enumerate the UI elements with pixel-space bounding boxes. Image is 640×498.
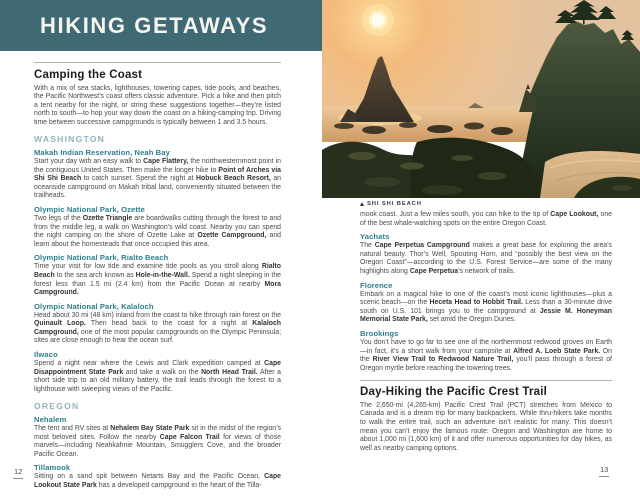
region-heading-oregon: OREGON — [34, 400, 80, 411]
intro-paragraph: With a mix of sea stacks, lighthouses, towering capes, tide pools, and beaches, the Pacific Northwest’s coast offers classic adventure. Pick a hike and then pitch a tent nearby for the night, or string these suggestions together—they’re listed north to south—to hop your way down the coast on a hiking-camping trip. Driving time between successive campgrounds is typically between 1 and 3.5 hours. — [34, 84, 281, 126]
photo-caption — [360, 201, 422, 207]
entry-title: Tillamook — [34, 463, 71, 473]
entry-body: Start your day with an easy walk to Cape Flattery, the northwesternmost point in the contiguous United States. Then make the longer hike to Point of Arches via Shi Shi Beach to catch sunset. Spend the night at Hobuck Beach Resort, an oceanside campground on Makah tribal land, conveniently situated between the trailheads. — [34, 157, 281, 200]
entry-tillamook — [34, 463, 281, 490]
entry-florence — [360, 281, 612, 325]
caption-triangle-icon — [360, 202, 364, 206]
entry-yachats — [360, 232, 612, 276]
chapter-banner — [0, 0, 322, 51]
entry-title: Yachats — [360, 232, 390, 242]
photo-caption-label: SHI SHI BEACH — [367, 201, 422, 207]
entry-title: Olympic National Park, Kalaloch — [34, 301, 154, 311]
entry-title: Nehalem — [34, 414, 67, 424]
entry-ozette — [34, 205, 281, 249]
trail-section-paragraph: The 2,650-mi (4,265-km) Pacific Crest Trail (PCT) stretches from Mexico to Canada and is a dream trip for many backpackers. While thru-hikers take months to walk the entire trail, such an adventure isn’t realistic for many. This doesn’t mean you can’t enjoy the famous route: Oregon and Washington are home to about 1,000 mi (1,600 km) of it and offer numerous opportunities for day hikes, as well as nearby camping options. — [360, 401, 612, 452]
entry-body: Embark on a magical hike to one of the coast’s most iconic lighthouses—plus a scenic beach—on the Heceta Head to Hobbit Trail. Less than a 30-minute drive south on U.S. 101 brings you to the campground at Jessie M. Honeyman Memorial State Park, set amid the Oregon Dunes. — [360, 290, 613, 324]
sun — [362, 4, 394, 36]
beach-sand — [540, 151, 640, 198]
section-divider-rule — [360, 380, 612, 381]
section-title-pacific-crest-trail: Day-Hiking the Pacific Crest Trail — [360, 386, 548, 399]
section-title-camping-the-coast: Camping the Coast — [34, 69, 143, 81]
region-heading-washington: WASHINGTON — [34, 133, 106, 144]
entry-title: Makah Indian Reservation, Neah Bay — [34, 147, 170, 157]
shi-shi-beach-photo — [322, 0, 640, 198]
entry-body: You don’t have to go far to see one of the northernmost redwood groves on Earth—in fact, it’s a short walk from your campsite at Alfred A. Loeb State Park. On the River View Trail to Redwood Nature Trail, you’ll pass through a forest of Oregon myrtle before reaching the towering trees. — [360, 338, 612, 372]
entry-body: Time your visit for low tide and examine tide pools as you stroll along Rialto Beach to the sea arch known as Hole-in-the-Wall. Spend a night sleeping in the forest less than 1.5 mi (2.4 km) from the Pacific Ocean at nearby Mora Campground. — [34, 263, 282, 297]
page-number-left: 12 — [13, 467, 23, 479]
entry-neah-bay — [34, 148, 281, 201]
entry-body: Two legs of the Ozette Triangle are boardwalks cutting through the forest to and from the middle leg, a walk on Washington’s wild coast. Nearby you can spend the night camping on the shore of Ozette Lake at Ozette Campground, and learn about the homesteads that once occupied this area. — [34, 214, 281, 248]
entry-title: Olympic National Park, Rialto Beach — [34, 253, 169, 263]
entry-title: Florence — [360, 280, 393, 290]
entry-kalaloch — [34, 302, 281, 346]
entry-body: Sitting on a sand spit between Netarts Bay and the Pacific Ocean, Cape Lookout State Park has a developed campground in the heart of the Tilla- — [34, 473, 281, 489]
entry-body: The tent and RV sites at Nehalem Bay State Park sit in the midst of the region’s most beloved sites. Follow the nearby Cape Falcon Trail for views of those marvels—including Neahkahnie Mountain, Smugglers Cove, and the broader Pacific Ocean. — [34, 424, 281, 458]
entry-brookings — [360, 329, 612, 373]
entry-body: Spend a night near where the Lewis and Clark expedition camped at Cape Disappointment State Park and take a walk on the North Head Trail. After a short side trip to an old military battery, the trail leads through the forest to a lighthouse with sweeping views of the Pacific. — [34, 360, 281, 393]
entry-title: Ilwaco — [34, 350, 58, 360]
chapter-title: HIKING GETAWAYS — [40, 12, 269, 38]
entry-title: Olympic National Park, Ozette — [34, 204, 145, 214]
entry-ilwaco — [34, 350, 281, 394]
section-divider-rule — [34, 62, 281, 63]
entry-rialto-beach — [34, 253, 281, 297]
left-page-column — [34, 62, 281, 491]
right-page-column — [360, 211, 612, 453]
entry-nehalem — [34, 415, 281, 459]
entry-body: The Cape Perpetua Campground makes a great base for exploring the area’s natural beauty. Thor’s Well, Spouting Horn, and “possibly the best view on the Oregon Coast”—according to the U.S. Forest Service—are some of the many highlights along Cape Perpetua’s network of trails. — [360, 242, 612, 275]
page-number-right: 13 — [599, 465, 609, 477]
entry-body: Head about 30 mi (48 km) inland from the coast to hike through rain forest on the Quinault Loop. Then head back to the coast for a night at Kalaloch Campground, one of the most popular campgrounds on the Olympic Peninsula; sites are close enough to hear the ocean surf. — [34, 311, 281, 345]
continuation-paragraph: mook coast. Just a few miles south, you can hike to the tip of Cape Lookout, one of the best whale-watching spots on the entire Oregon Coast. — [360, 211, 613, 227]
entry-title: Brookings — [360, 328, 399, 338]
